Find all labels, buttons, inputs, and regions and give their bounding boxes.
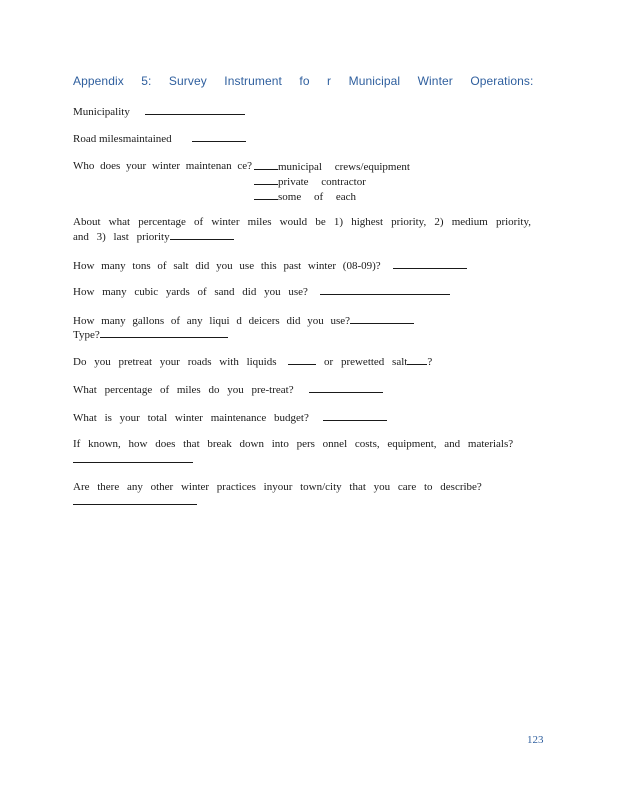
pct-pretreat-question <box>73 382 543 397</box>
option-municipal-blank[interactable] <box>254 159 278 170</box>
municipality-field[interactable] <box>145 104 245 115</box>
pretreat-label-a: Do you pretreat your roads with liquids <box>73 356 277 368</box>
breakdown-label: If known, how does that break down into pers onnel costs, equipment, and materials? <box>73 438 514 450</box>
pct-pretreat-label: What percentage of miles do you pre-treat? <box>73 384 294 396</box>
priority-percentage-label: About what percentage of winter miles would be 1) highest priority, 2) medium priority, and 3) last priority <box>73 216 531 243</box>
who-does-options <box>254 159 410 204</box>
pretreat-salt-field[interactable] <box>407 354 427 365</box>
salt-field[interactable] <box>393 258 467 269</box>
municipality-label: Municipality <box>73 106 130 118</box>
type-question <box>73 327 543 342</box>
who-does-label: Who does your winter maintenan ce? <box>73 160 253 172</box>
option-some-label: some of each <box>278 191 357 203</box>
option-private-blank[interactable] <box>254 174 278 185</box>
road-miles-field[interactable] <box>192 131 246 142</box>
salt-label: How many tons of salt did you use this past winter (08-09)? <box>73 260 381 272</box>
type-label: Type? <box>73 329 100 341</box>
option-some-blank[interactable] <box>254 189 278 200</box>
liquid-deicers-label: How many gallons of any liqui d deicers did you use? <box>73 315 351 327</box>
budget-label: What is your total winter maintenance budget? <box>73 412 309 424</box>
pretreat-label-c: ? <box>427 356 433 368</box>
sand-label: How many cubic yards of sand did you use? <box>73 286 308 298</box>
type-field[interactable] <box>100 327 228 338</box>
road-miles-label: Road milesmaintained <box>73 133 172 145</box>
liquid-deicers-question <box>73 313 543 328</box>
salt-question <box>73 258 543 273</box>
budget-field[interactable] <box>323 410 387 421</box>
option-some <box>254 189 410 204</box>
priority-percentage-field[interactable] <box>170 229 234 240</box>
pretreat-label-b: or prewetted salt <box>324 356 408 368</box>
breakdown-question <box>73 437 543 451</box>
liquid-deicers-field[interactable] <box>350 313 414 324</box>
option-municipal-label: municipal crews/equipment <box>278 161 410 173</box>
option-municipal <box>254 159 410 174</box>
other-practices-question <box>73 480 543 494</box>
road-miles-question <box>73 131 543 146</box>
budget-question <box>73 410 543 425</box>
sand-question <box>73 284 543 299</box>
pretreat-question <box>73 354 543 369</box>
breakdown-field[interactable] <box>73 462 193 463</box>
option-private <box>254 174 410 189</box>
pct-pretreat-field[interactable] <box>309 382 383 393</box>
municipality-question <box>73 104 543 119</box>
option-private-label: private contractor <box>278 176 366 188</box>
sand-field[interactable] <box>320 284 450 295</box>
pretreat-liquids-field[interactable] <box>288 354 316 365</box>
page-number: 123 <box>527 734 544 746</box>
other-practices-field[interactable] <box>73 504 197 505</box>
appendix-title: Appendix 5: Survey Instrument fo r Municipal Winter Operations: <box>73 74 534 88</box>
other-practices-label: Are there any other winter practices inyour town/city that you care to describe? <box>73 481 482 493</box>
priority-percentage-question <box>73 215 531 244</box>
